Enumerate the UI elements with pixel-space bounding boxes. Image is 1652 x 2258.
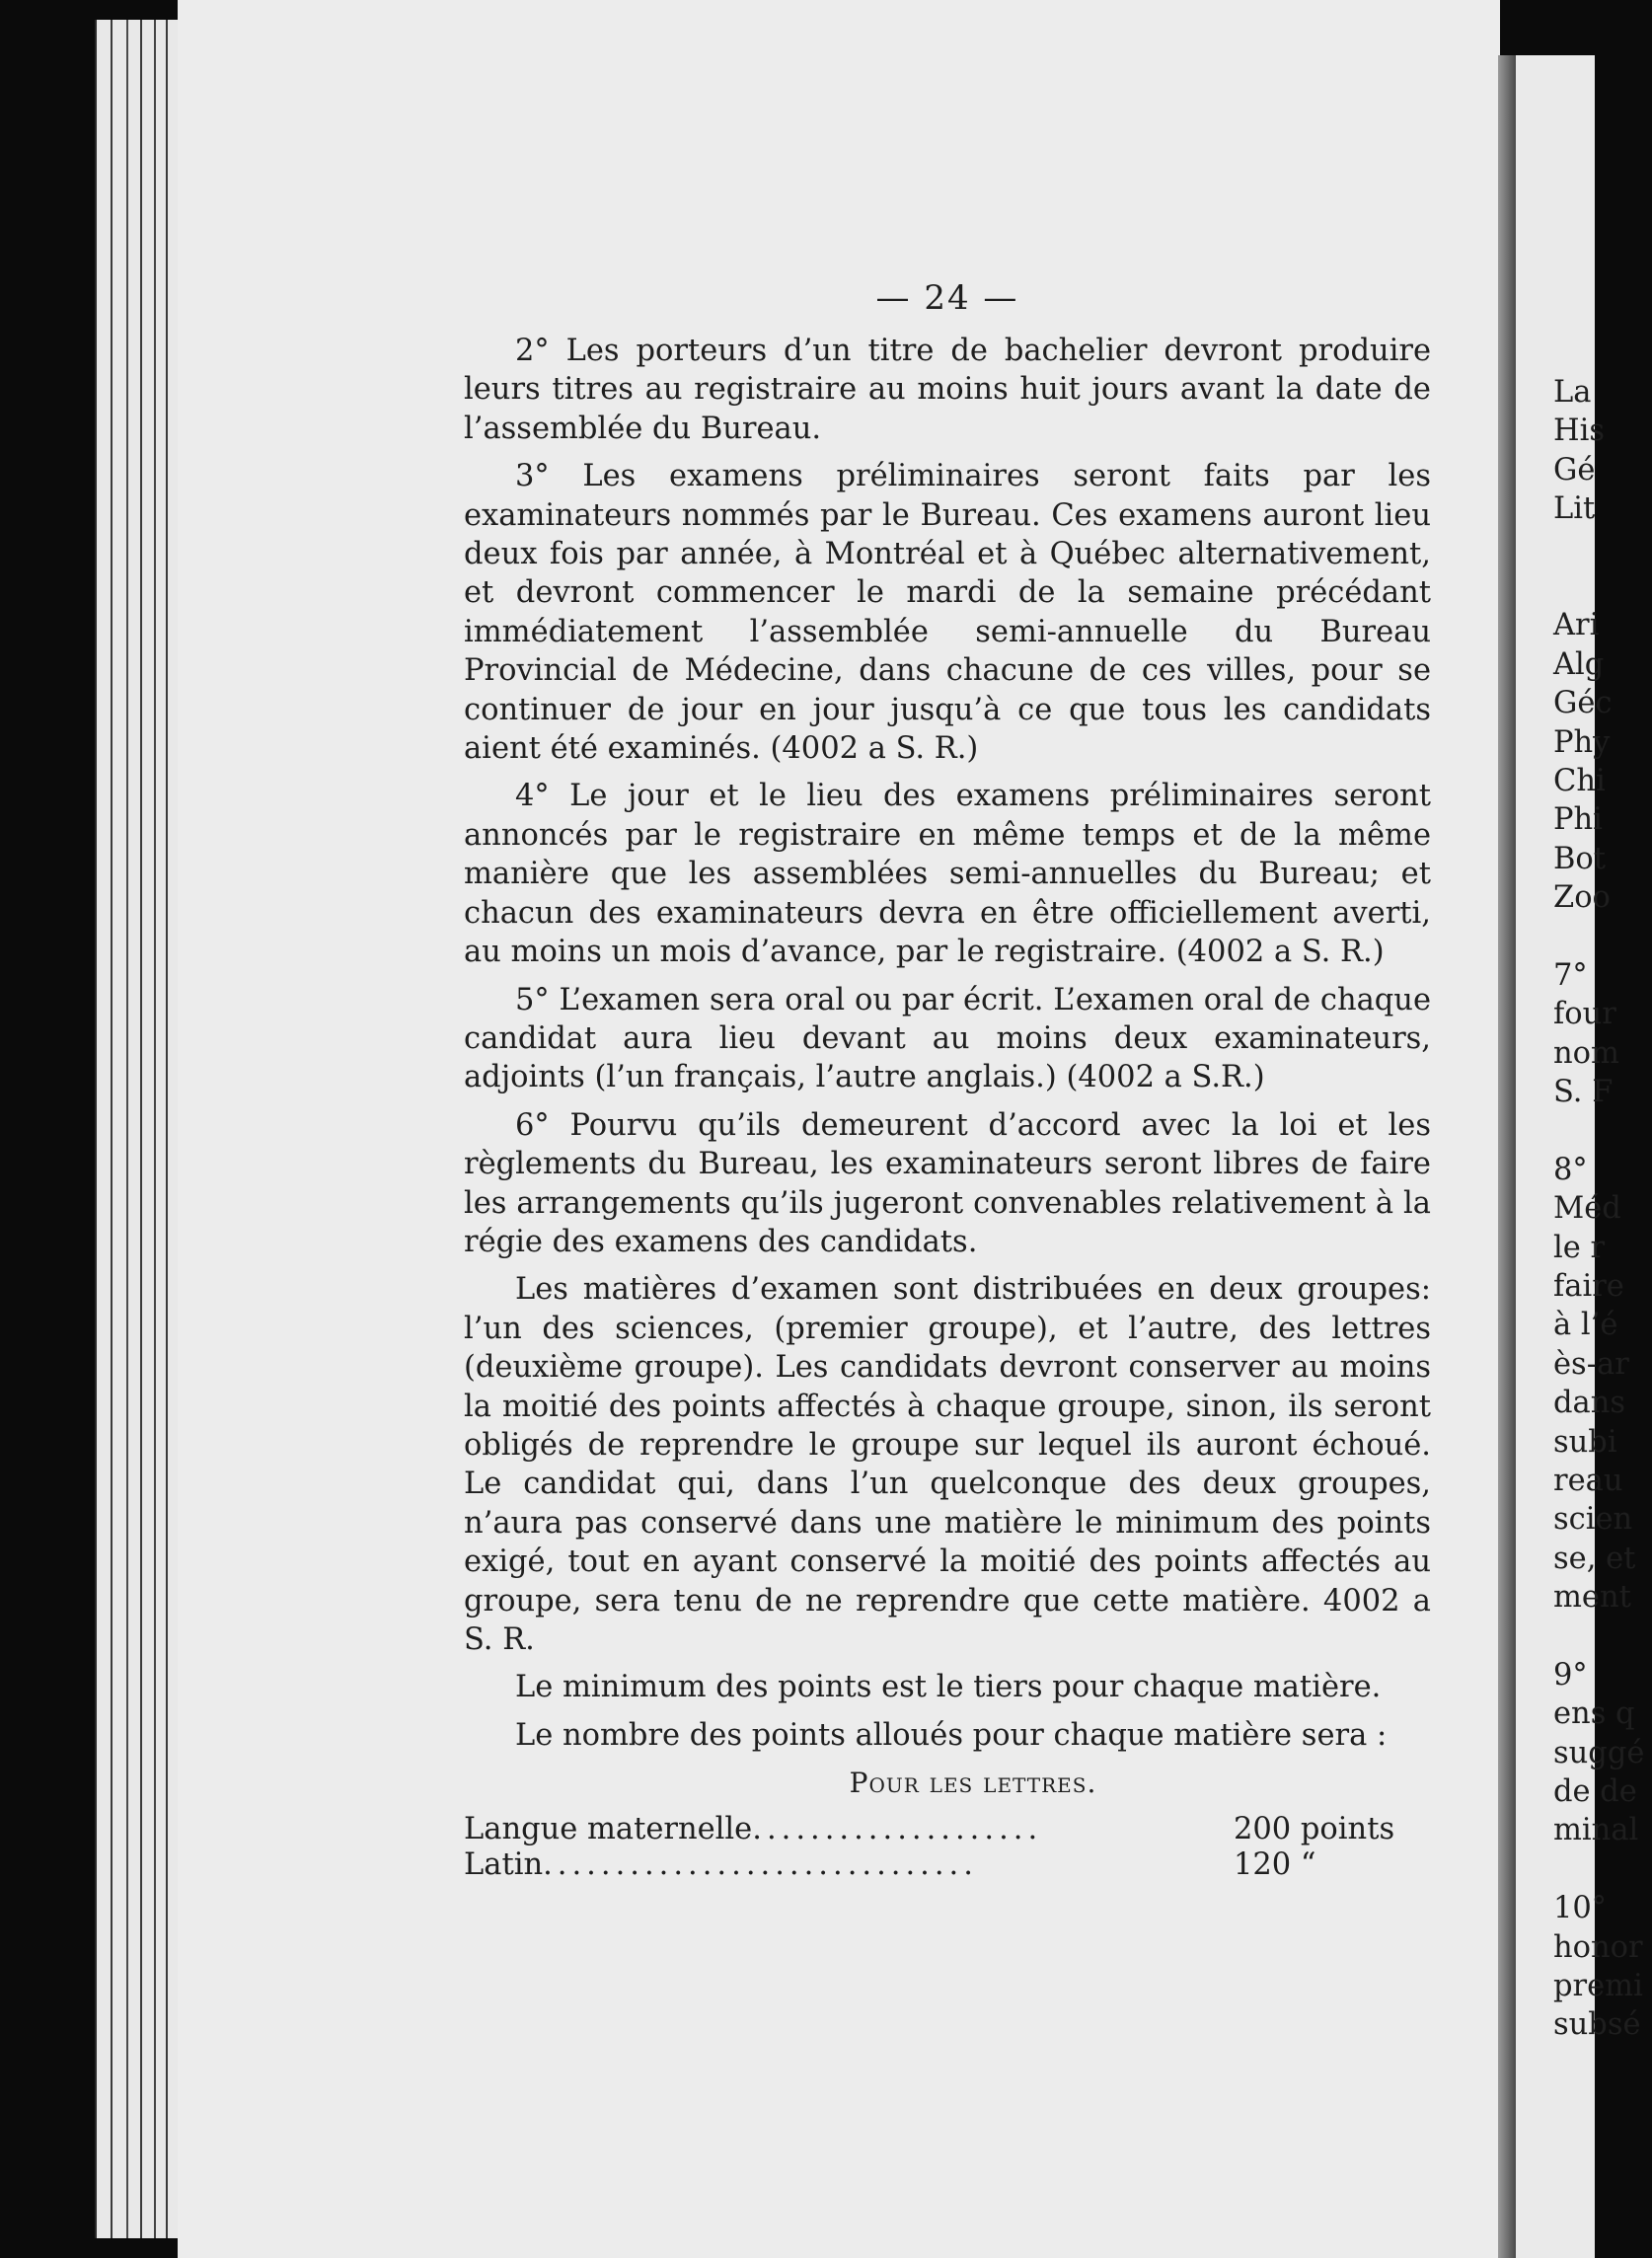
subject-name: Latin [464,1846,544,1882]
facing-page-line: Phy [1553,724,1611,760]
facing-page-line [1553,567,1652,606]
facing-page-line: ens q [1553,1696,1635,1732]
points-value: 120 “ [1234,1846,1316,1882]
facing-page [1516,55,1645,2258]
facing-page-line: four [1553,997,1616,1032]
facing-page-line: 8° [1553,1152,1588,1187]
facing-page-line: dans [1553,1386,1626,1421]
facing-page-line [1553,1111,1652,1150]
facing-page-line: Zoo [1553,880,1611,916]
facing-page-line: Alg [1553,646,1605,682]
facing-page-line: Lit [1553,491,1596,527]
facing-page-line: La [1553,375,1592,410]
facing-page-line: honor [1553,1929,1643,1965]
facing-page-line: Ari [1553,608,1600,643]
paragraph-2: 2° Les porteurs d’un titre de bachelier devront produire leurs titres au registraire au moins huit jours avant la date de l’assemblée du Bureau. [464,334,1431,446]
facing-page-line: de de [1553,1774,1637,1810]
section-heading: Pour les lettres. [849,1767,1097,1800]
facing-page-line: subsé [1553,2007,1641,2043]
facing-page-line: ment [1553,1580,1631,1616]
facing-page-line: le r [1553,1230,1606,1265]
dot-leader: .............................. [543,1846,978,1882]
facing-page-line: suggé [1553,1735,1645,1770]
paragraph-5: 5° L’examen sera oral ou par écrit. L’examen oral de chaque candidat aura lieu devant au moins deux examinateurs, adjoints (l’un français, l’autre anglais.) (4002 a S.R.) [464,982,1431,1095]
facing-page-line: Gé [1553,452,1596,488]
book-gutter [1498,55,1516,2258]
subject-cell [464,1847,1115,1883]
paragraph-3: 3° Les examens préliminaires seront faits par les examinateurs nommés par le Bureau. Ces examens auront lieu deux fois par année, à Montréal et à Québec alternativement, et devront commencer le mardi de la semaine précédant immédiatement l’assemblée semi-annuelle du Bureau Provincial de Médecine, dans chacune de ces villes, pour se continuer de jour en jour jusqu’à ce que tous les candidats aient été examinés. (4002 a S. R.) [464,459,1431,767]
points-table [464,1812,1431,1883]
facing-page-line: reau [1553,1463,1623,1498]
facing-page-line: His [1553,414,1606,449]
facing-page-line: faire [1553,1268,1624,1304]
subject-name: Langue maternelle [464,1811,753,1846]
facing-page-line: minal [1553,1813,1639,1848]
facing-page-line: scien [1553,1502,1633,1538]
facing-page-line: Bot [1553,841,1607,876]
paragraph-4: 4° Le jour et le lieu des examens préliminaires seront annoncés par le registraire en même temps et de la même manière que les assemblées semi-annuelles du Bureau; et chacun des examinateurs devra en être officiellement averti, au moins un mois d’avance, par le registraire. (4002 a S. R.) [464,779,1431,970]
page-number: — 24 — [875,278,1019,318]
facing-page-line: ès-ar [1553,1346,1629,1382]
paragraph-6: 6° Pourvu qu’ils demeurent d’accord avec la loi et les règlements du Bureau, les examinateurs seront libres de faire les arrangements qu’ils jugeront convenables relativement à la régie des examens des candidats. [464,1107,1431,1259]
table-row [464,1847,1431,1883]
subject-cell [464,1812,1115,1847]
facing-page-line: se, et [1553,1541,1636,1576]
facing-page-fragments [1553,373,1652,2045]
facing-page-line: 9° [1553,1657,1588,1693]
facing-page-line: Méd [1553,1191,1621,1227]
facing-page-line: Phi [1553,802,1603,838]
dot-leader: .................... [752,1811,1043,1846]
facing-page-line: 7° [1553,957,1588,993]
facing-page-line: Géc [1553,686,1613,721]
facing-page-line [1553,917,1652,955]
table-row [464,1812,1431,1847]
page-text [464,332,1431,1883]
points-value: 200 points [1234,1811,1395,1846]
facing-page-line: à l’é [1553,1308,1618,1343]
paragraph-minimum: Le minimum des points est le tiers pour chaque matière. [515,1670,1382,1705]
facing-page-line [1553,529,1652,567]
facing-page-line: premi [1553,1969,1643,2004]
facing-page-line [1553,1618,1652,1656]
facing-page-line: nom [1553,1035,1619,1071]
paragraph-groupes: Les matières d’examen sont distribuées en deux groupes: l’un des sciences, (premier groupe), et l’autre, des lettres (deuxième groupe). Les candidats devront conserver au moins la moitié des points affectés à chaque groupe, sinon, ils seront obligés de reprendre le groupe sur lequel ils auront échoué. Le candidat qui, dans l’un quelconque des deux groupes, n’aura pas conservé dans une matière le minimum des points exigé, tout en ayant conservé la moitié des points affectés au groupe, sera tenu de ne reprendre que cette matière. 4002 a S. R. [464,1272,1431,1657]
facing-page-line: 10° [1553,1891,1608,1926]
facing-page-line [1553,1850,1652,1889]
facing-page-line: S. F [1553,1075,1614,1110]
paragraph-nombre: Le nombre des points alloués pour chaque matière sera : [515,1717,1388,1753]
facing-page-line: subi [1553,1424,1617,1460]
facing-page-line: Chi [1553,763,1606,798]
